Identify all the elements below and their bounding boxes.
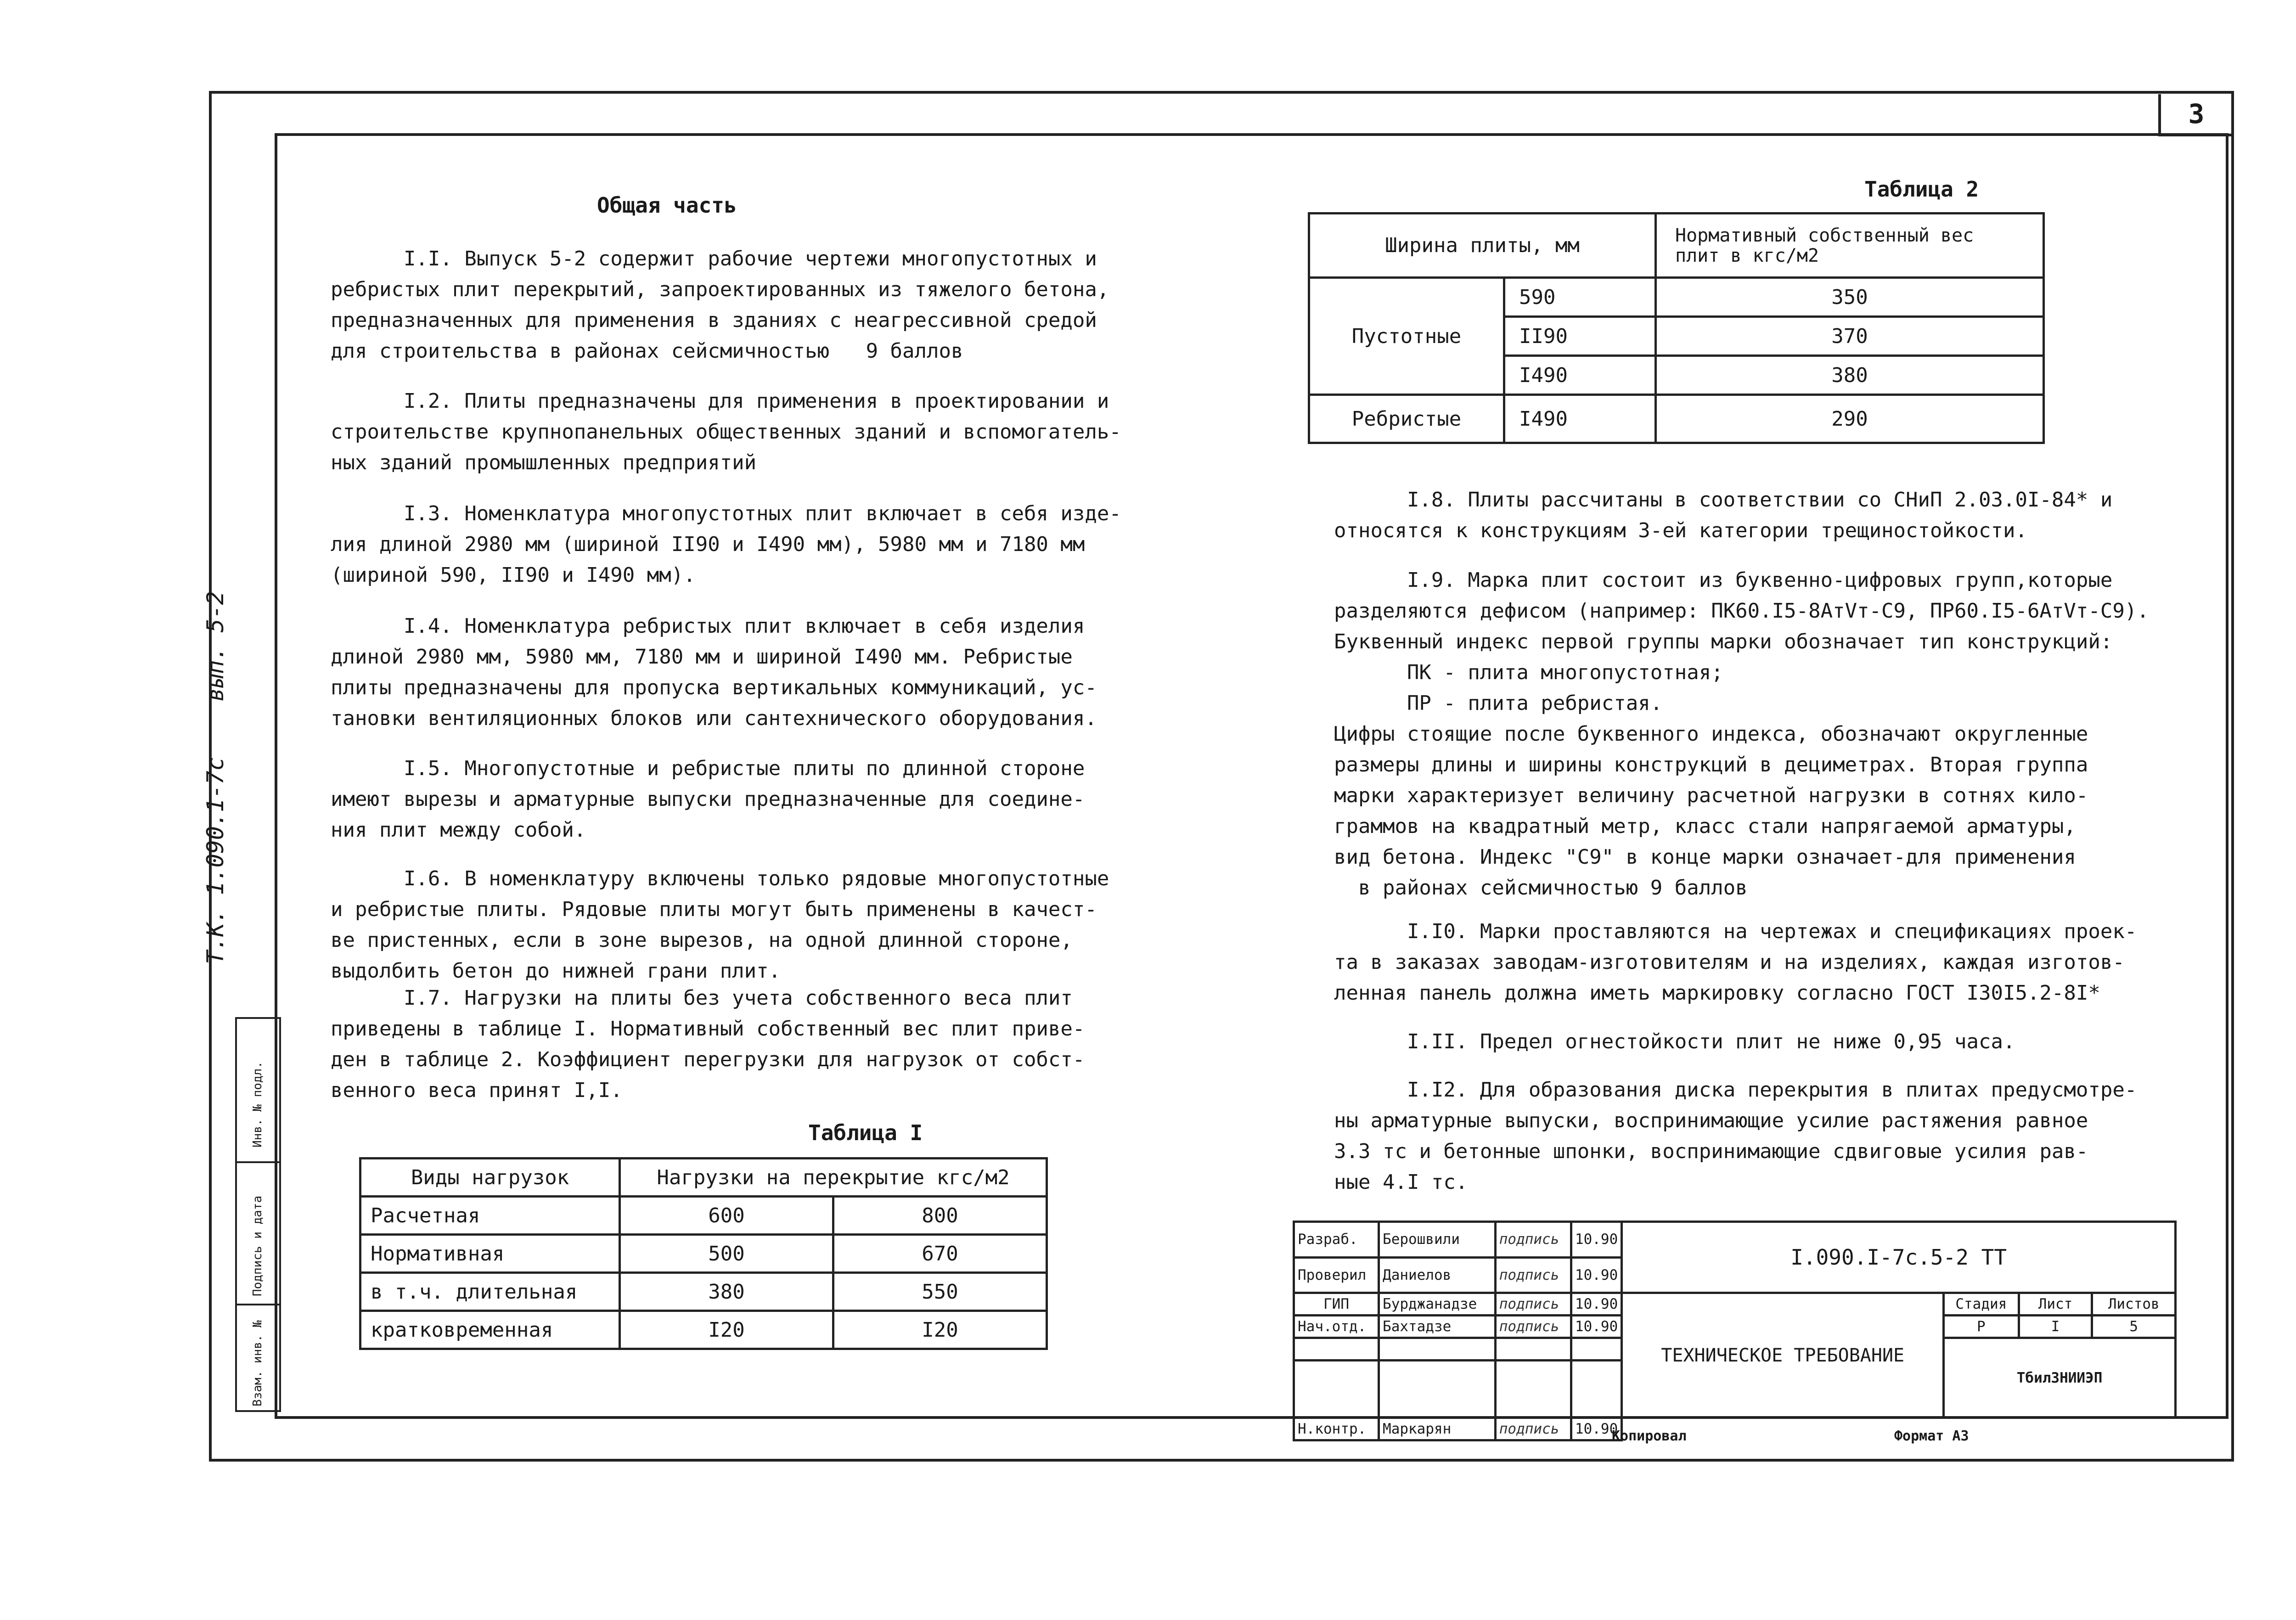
table1-cell: 670	[833, 1235, 1047, 1273]
table2-cell: 590	[1504, 278, 1656, 317]
para-1-6: I.6. В номенклатуру включены только рядовые многопустотные и ребристые плиты. Рядовые плиты могут быть применены в качест- ве пристенных, если в зоне вырезов, на одной длинной стороне, выдолбить бетон до нижней грани плит.	[331, 867, 1109, 983]
stamp-row	[1294, 1418, 2176, 1440]
stamp-signature: подпись	[1495, 1222, 1571, 1258]
table1-header-loads: Нагрузки на перекрытие кгс/м2	[620, 1159, 1047, 1197]
strip-label-vzam: Взам. инв. №	[251, 1320, 264, 1406]
para-1-5: I.5. Многопустотные и ребристые плиты по длинной стороне имеют вырезы и арматурные выпуски предназначенные для соедине- ния плит между собой.	[331, 757, 1085, 842]
table1-cell: кратковременная	[360, 1311, 620, 1349]
table2-cell: II90	[1504, 317, 1656, 356]
stamp-sheet: I	[2019, 1316, 2092, 1338]
para-1-2: I.2. Плиты предназначены для применения в проектировании и строительстве крупнопанельных общественных зданий и вспомогатель- ных зданий промышленных предприятий	[331, 389, 1121, 474]
table2-group-ribbed: Ребристые	[1309, 395, 1504, 443]
table2-cell: 290	[1656, 395, 2044, 443]
para-1-10: I.I0. Марки проставляются на чертежах и спецификациях проек- та в заказах заводам-изготовителям и на изделиях, каждая изготов- ленная панель должна иметь маркировку согласно ГОСТ I30I5.2-8I*	[1334, 920, 2137, 1005]
stamp-empty	[1379, 1338, 1496, 1361]
stamp-empty	[1495, 1361, 1571, 1418]
table1-header-row	[360, 1159, 1047, 1197]
table1-cell: 600	[620, 1197, 833, 1235]
strip-cell-sign	[237, 1161, 279, 1304]
strip-cell-vzam	[237, 1304, 279, 1414]
table-row	[360, 1197, 1047, 1235]
footer-copied: Копировал	[1612, 1428, 1687, 1444]
table1-header-type: Виды нагрузок	[360, 1159, 620, 1197]
stamp-empty	[1379, 1361, 1496, 1418]
table-row	[360, 1311, 1047, 1349]
para-1-9: I.9. Марка плит состоит из буквенно-цифровых групп,которые разделяются дефисом (например: ПК60.I5-8АтVт-С9, ПР60.I5-6АтVт-С9). Буквенный индекс первой группы марки обозначает тип конструкций: ПК - плита многопустотная; ПР - плита ребристая. Цифры стоящие после буквенного индекса, обозначают округленные размеры длины и ширины конструкций в дециметрах. Вторая группа марки характеризует величину расчетной нагрузки в сотнях кило- граммов на квадратный метр, класс стали напрягаемой арматуры, вид бетона. Индекс "С9" в конце марки означает-для применения в районах сейсмичностью 9 баллов	[1334, 568, 2149, 900]
table2-cell: 380	[1656, 356, 2044, 395]
stamp-empty	[1294, 1361, 1379, 1418]
stamp-row	[1294, 1293, 2176, 1316]
table-row	[1309, 395, 2044, 443]
table-row	[360, 1235, 1047, 1273]
table2-cell: I490	[1504, 395, 1656, 443]
stamp-sheets-label: Листов	[2092, 1293, 2176, 1316]
stamp-date: 10.90	[1571, 1418, 1621, 1440]
table2-caption: Таблица 2	[1864, 177, 1979, 202]
drawing-code: I.090.I-7с.5-2 ТТ	[1622, 1222, 2176, 1293]
table-row	[360, 1273, 1047, 1311]
table2-header-width: Ширина плиты, мм	[1309, 214, 1656, 278]
table1-caption: Таблица I	[808, 1120, 923, 1145]
table1-cell: Расчетная	[360, 1197, 620, 1235]
table1-cell: 500	[620, 1235, 833, 1273]
stamp-empty	[1571, 1361, 1621, 1418]
footer-format: Формат А3	[1894, 1428, 1969, 1444]
stamp-role: Проверил	[1294, 1257, 1379, 1293]
stamp-role: Н.контр.	[1294, 1418, 1379, 1440]
para-1-3: I.3. Номенклатура многопустотных плит включает в себя изде- лия длиной 2980 мм (шириной II90 и I490 мм), 5980 мм и 7180 мм (шириной 590, II90 и I490 мм).	[331, 502, 1121, 587]
table1-cell: I20	[833, 1311, 1047, 1349]
para-1-7: I.7. Нагрузки на плиты без учета собственного веса плит приведены в таблице I. Нормативный собственный вес плит приве- ден в таблице 2. Коэффициент перегрузки для нагрузок от собст- венного веса принят I,I.	[331, 986, 1085, 1102]
table1-cell: в т.ч. длительная	[360, 1273, 620, 1311]
table2-header-row	[1309, 214, 2044, 278]
para-1-8: I.8. Плиты рассчитаны в соответствии со СНиП 2.03.0I-84* и относятся к конструкциям 3-ей категории трещиностойкости.	[1334, 488, 2113, 542]
stamp-role: Разраб.	[1294, 1222, 1379, 1258]
table2-cell: 350	[1656, 278, 2044, 317]
stamp-name: Маркарян	[1379, 1418, 1496, 1440]
stamp-empty	[1495, 1338, 1571, 1361]
table-2	[1308, 212, 2045, 444]
para-1-1: I.I. Выпуск 5-2 содержит рабочие чертежи многопустотных и ребристых плит перекрытий, запроектированных из тяжелого бетона, предназначенных для применения в зданиях с неагрессивной средой для строительства в районах сейсмичностью 9 баллов	[331, 247, 1109, 363]
stamp-empty	[1294, 1338, 1379, 1361]
stamp-row	[1294, 1222, 2176, 1258]
stamp-signature: подпись	[1495, 1316, 1571, 1338]
stamp-name: Бурджанадзе	[1379, 1293, 1496, 1316]
title-block	[1293, 1221, 2177, 1441]
stamp-signature: подпись	[1495, 1257, 1571, 1293]
stamp-sheets: 5	[2092, 1316, 2176, 1338]
stamp-date: 10.90	[1571, 1316, 1621, 1338]
strip-label-inv: Инв. № подл.	[251, 1061, 264, 1148]
table1-cell: Нормативная	[360, 1235, 620, 1273]
table2-header-weight: Нормативный собственный вес плит в кгс/м2	[1656, 214, 2044, 278]
para-1-11: I.II. Предел огнестойкости плит не ниже 0,95 часа.	[1334, 1030, 2015, 1053]
stamp-signature: подпись	[1495, 1418, 1571, 1440]
stamp-sheet-label: Лист	[2019, 1293, 2092, 1316]
table1-cell: 550	[833, 1273, 1047, 1311]
strip-label-sign: Подпись и дата	[251, 1195, 264, 1296]
drawing-title: ТЕХНИЧЕСКОЕ ТРЕБОВАНИЕ	[1622, 1293, 1944, 1418]
table1-cell: 380	[620, 1273, 833, 1311]
page-number: 3	[2158, 94, 2232, 136]
stamp-stage-label: Стадия	[1944, 1293, 2019, 1316]
stamp-name: Бахтадзе	[1379, 1316, 1496, 1338]
strip-cell-inv	[237, 1019, 279, 1161]
para-1-12: I.I2. Для образования диска перекрытия в плитах предусмотре- ны арматурные выпуски, воспринимающие усилие растяжения равное 3.3 тс и бетонные шпонки, воспринимающие сдвиговые усилия рав- ные 4.I тс.	[1334, 1078, 2137, 1194]
para-1-4: I.4. Номенклатура ребристых плит включает в себя изделия длиной 2980 мм, 5980 мм, 7180 мм и шириной I490 мм. Ребристые плиты предназначены для пропуска вертикальных коммуникаций, ус- тановки вентиляционных блоков или сантехнического оборудования.	[331, 614, 1097, 730]
stamp-date: 10.90	[1571, 1293, 1621, 1316]
table-row	[1309, 278, 2044, 317]
stamp-signature: подпись	[1495, 1293, 1571, 1316]
section-heading: Общая часть	[597, 193, 737, 218]
table1-cell: I20	[620, 1311, 833, 1349]
table2-cell: I490	[1504, 356, 1656, 395]
table2-cell: 370	[1656, 317, 2044, 356]
stamp-empty	[1571, 1338, 1621, 1361]
stamp-stage: Р	[1944, 1316, 2019, 1338]
stamp-date: 10.90	[1571, 1257, 1621, 1293]
stamp-name: Берошвили	[1379, 1222, 1496, 1258]
table1-cell: 800	[833, 1197, 1047, 1235]
organization: ТбилЗНИИЭП	[1944, 1338, 2176, 1418]
stamp-date: 10.90	[1571, 1222, 1621, 1258]
stamp-role: ГИП	[1294, 1293, 1379, 1316]
table2-group-hollow: Пустотные	[1309, 278, 1504, 395]
left-strip	[235, 1017, 281, 1412]
stamp-role: Нач.отд.	[1294, 1316, 1379, 1338]
side-code: Т.К. 1.090.1-7с вып. 5-2	[202, 591, 229, 964]
stamp-name: Даниелов	[1379, 1257, 1496, 1293]
table-1	[359, 1157, 1048, 1350]
